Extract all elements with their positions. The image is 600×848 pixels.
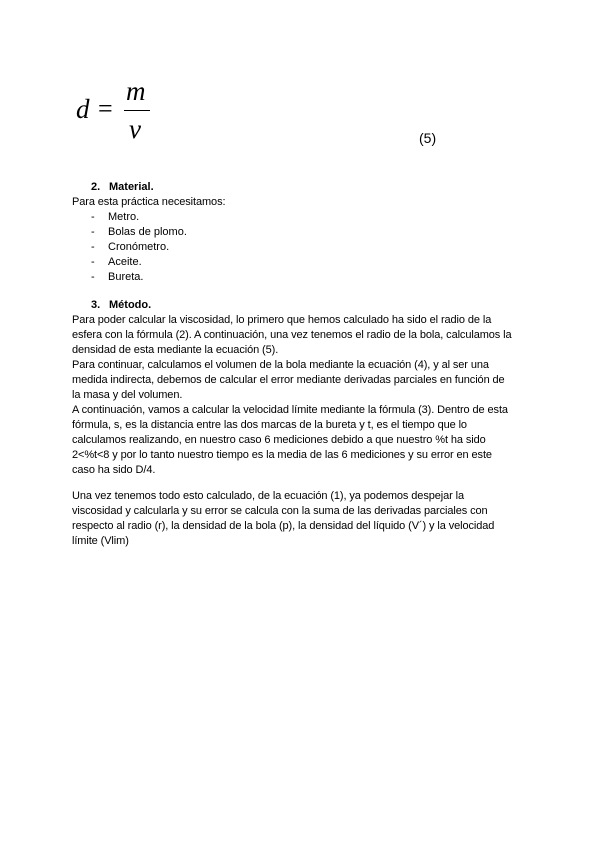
list-item <box>91 255 187 270</box>
list-item-text: Cronómetro. <box>108 241 170 253</box>
text-line: Para poder calcular la viscosidad, lo primero que hemos calculado ha sido el radio de la <box>72 314 492 326</box>
material-list <box>91 210 187 285</box>
list-item <box>91 270 187 285</box>
equation-denominator: v <box>129 114 141 144</box>
list-item-text: Bureta. <box>108 271 144 283</box>
list-dash: - <box>91 271 95 283</box>
section-heading-material <box>91 181 154 193</box>
text-line: viscosidad y calcularla y su error se calcula con la suma de las derivadas parciales con <box>72 505 488 517</box>
metodo-paragraph <box>72 313 532 478</box>
text-line: límite (Vlim) <box>72 535 129 547</box>
text-line: Una vez tenemos todo esto calculado, de la ecuación (1), ya podemos despejar la <box>72 490 465 502</box>
section-heading-metodo <box>91 299 151 311</box>
text-line: calculamos realizando, en nuestro caso 6 mediciones debido a que nuestro %t ha sido <box>72 434 486 446</box>
section-title: Método. <box>109 299 152 311</box>
text-line: Para continuar, calculamos el volumen de la bola mediante la ecuación (4), y al ser una <box>72 359 489 371</box>
section-number: 2. <box>91 181 101 193</box>
section-title: Material. <box>109 181 154 193</box>
list-dash: - <box>91 226 95 238</box>
text-line: caso ha sido D/4. <box>72 464 156 476</box>
list-dash: - <box>91 211 95 223</box>
equation-equals: = <box>98 94 113 123</box>
fraction-bar <box>124 110 150 111</box>
section-number: 3. <box>91 299 101 311</box>
list-item-text: Aceite. <box>108 256 142 268</box>
text-line: esfera con la fórmula (2). A continuación, una vez tenemos el radio de la bola, calculamos la <box>72 329 512 341</box>
list-item <box>91 225 187 240</box>
list-item <box>91 240 187 255</box>
equation-lhs: d <box>76 94 90 124</box>
text-line: respecto al radio (r), la densidad de la bola (p), la densidad del líquido (V´) y la velocidad <box>72 520 495 532</box>
text-line: A continuación, vamos a calcular la velocidad límite mediante la fórmula (3). Dentro de esta <box>72 404 508 416</box>
text-line: fórmula, s, es la distancia entre las dos marcas de la bureta y t, es el tiempo que lo <box>72 419 467 431</box>
text-line: 2<%t<8 y por lo tanto nuestro tiempo es la media de las 6 mediciones y su error en este <box>72 449 492 461</box>
equation-number: (5) <box>419 130 437 146</box>
material-intro: Para esta práctica necesitamos: <box>72 196 226 208</box>
text-line: medida indirecta, debemos de calcular el error mediante derivadas parciales en función de <box>72 374 505 386</box>
list-item <box>91 210 187 225</box>
list-dash: - <box>91 241 95 253</box>
text-line: densidad de esta mediante la ecuación (5). <box>72 344 279 356</box>
text-line: la masa y del volumen. <box>72 389 183 401</box>
list-dash: - <box>91 256 95 268</box>
list-item-text: Bolas de plomo. <box>108 226 187 238</box>
closing-paragraph <box>72 489 532 549</box>
list-item-text: Metro. <box>108 211 140 223</box>
equation-numerator: m <box>126 76 146 106</box>
